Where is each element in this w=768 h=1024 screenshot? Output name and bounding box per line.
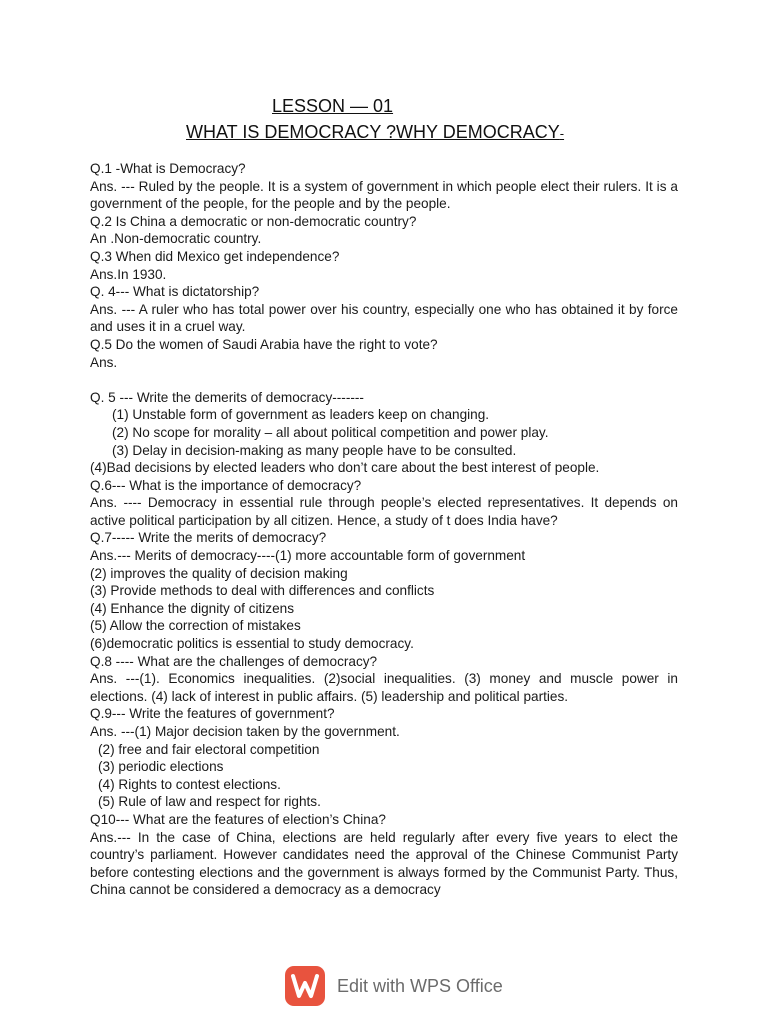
- text-line: (4) Rights to contest elections.: [98, 776, 281, 792]
- text-line: (1) Unstable form of government as leaders keep on changing.: [112, 407, 490, 423]
- text-line: An .Non-democratic country.: [90, 231, 262, 247]
- text-line: Ans. --- Ruled by the people. It is a system of government in which people elect their rulers. It is a government of the people, for the people and by the people.: [90, 178, 678, 212]
- wps-edit-banner[interactable]: [285, 962, 503, 1010]
- text-line: Ans. ---- Democracy in essential rule through people’s elected representatives. It depends on active political participation by all citizen. Hence, a study of t does India have?: [90, 495, 678, 528]
- text-line: (2) No scope for morality – all about political competition and power play.: [112, 424, 549, 440]
- text-line: Q.7----- Write the merits of democracy?: [90, 530, 327, 546]
- text-line: Q.6--- What is the importance of democracy?: [90, 477, 362, 493]
- lesson-number-heading: LESSON — 01: [272, 96, 394, 116]
- text-line: Ans.In 1930.: [90, 266, 167, 282]
- text-line: (5) Allow the correction of mistakes: [90, 618, 301, 634]
- text-line: (3) Provide methods to deal with differences and conflicts: [90, 583, 435, 599]
- text-line: Q.5 Do the women of Saudi Arabia have the right to vote?: [90, 336, 438, 352]
- text-line: Ans. --- A ruler who has total power over his country, especially one who has obtained it by force and uses it in a cruel way.: [90, 301, 678, 335]
- blank-line: [90, 371, 678, 389]
- text-line: (4)Bad decisions by elected leaders who don’t care about the best interest of people.: [90, 460, 600, 476]
- lesson-title-suffix: -: [559, 126, 565, 141]
- text-line: Q.8 ---- What are the challenges of democracy?: [90, 653, 378, 669]
- text-line: (5) Rule of law and respect for rights.: [98, 794, 321, 810]
- wps-logo-icon[interactable]: [285, 966, 325, 1006]
- lesson-title-text: WHAT IS DEMOCRACY ?WHY DEMOCRACY: [186, 122, 560, 142]
- text-line: (2) improves the quality of decision making: [90, 565, 348, 581]
- text-line: Q. 4--- What is dictatorship?: [90, 284, 260, 300]
- text-line: (3) periodic elections: [98, 759, 224, 775]
- text-line: Ans. ---(1). Economics inequalities. (2)social inequalities. (3) money and muscle power in elections. (4) lack of interest in public affairs. (5) leadership and political parties.: [90, 671, 678, 704]
- document-body: [90, 160, 678, 899]
- text-line: Ans.: [90, 354, 118, 370]
- text-line: (6)democratic politics is essential to study democracy.: [90, 636, 414, 652]
- text-line: Q10--- What are the features of election’s China?: [90, 811, 386, 827]
- text-line: Ans. ---(1) Major decision taken by the government.: [90, 724, 400, 739]
- text-line: Q.9--- Write the features of government?: [90, 706, 335, 722]
- text-line: Q.1 -What is Democracy?: [90, 161, 246, 176]
- text-line: Q.3 When did Mexico get independence?: [90, 248, 340, 264]
- text-line: (2) free and fair electoral competition: [98, 741, 320, 757]
- text-line: (3) Delay in decision-making as many people have to be consulted.: [112, 442, 517, 458]
- text-line: Q. 5 --- Write the demerits of democracy-------: [90, 389, 364, 405]
- wps-edit-label[interactable]: Edit with WPS Office: [337, 975, 503, 996]
- text-line: Q.2 Is China a democratic or non-democratic country?: [90, 213, 417, 229]
- text-line: Ans.--- Merits of democracy----(1) more accountable form of government: [90, 548, 526, 564]
- lesson-title-heading: [186, 122, 564, 143]
- text-line: (4) Enhance the dignity of citizens: [90, 600, 295, 616]
- text-line: Ans.--- In the case of China, elections are held regularly after every five years to elect the country’s parliament. However candidates need the approval of the Chinese Communist Party before contesting elections and the government is always formed by the Communist Party. Thus, China cannot be considered a democracy as a democracy: [90, 829, 678, 898]
- wps-w-icon: [290, 973, 320, 999]
